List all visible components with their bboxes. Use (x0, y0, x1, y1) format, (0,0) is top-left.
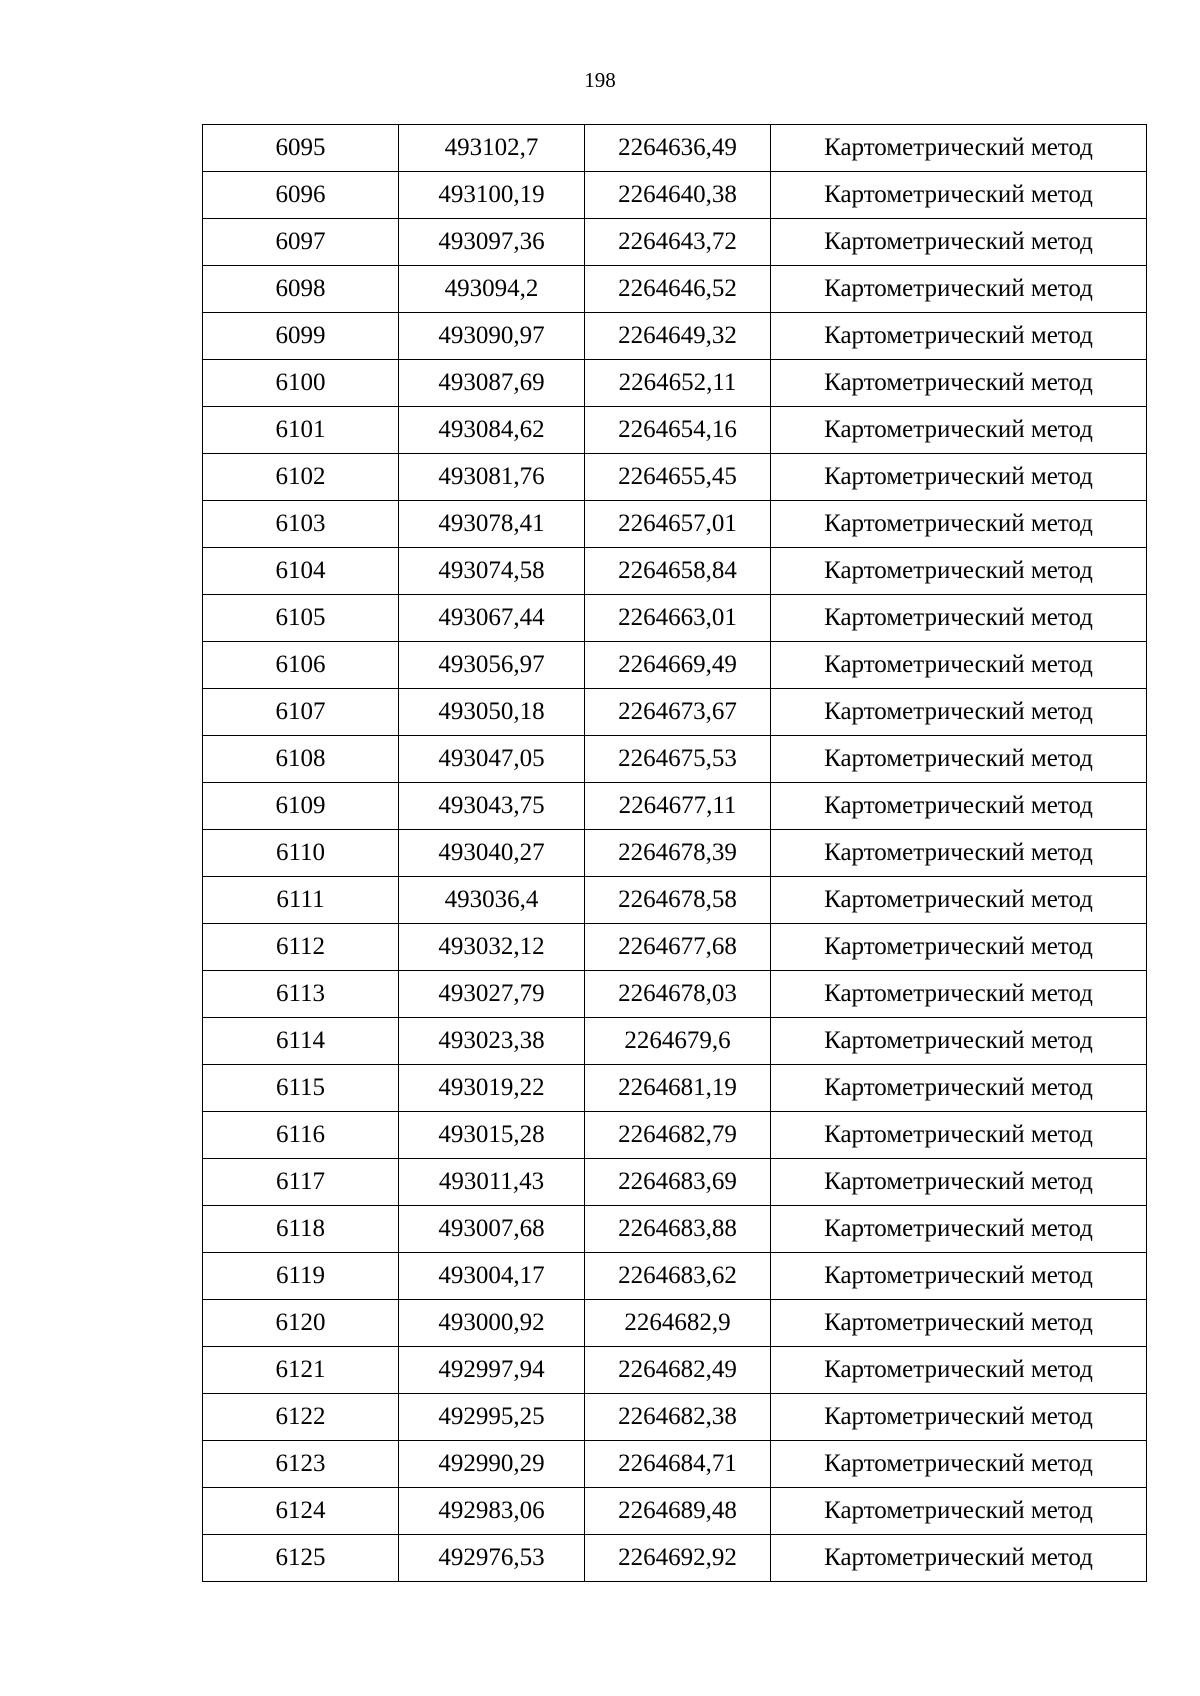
x-coordinate-cell: 492995,25 (399, 1394, 585, 1441)
y-coordinate-cell: 2264692,92 (585, 1535, 771, 1582)
point-number-cell: 6103 (203, 501, 399, 548)
y-coordinate-cell: 2264682,38 (585, 1394, 771, 1441)
y-coordinate-cell: 2264678,03 (585, 971, 771, 1018)
point-number-cell: 6109 (203, 783, 399, 830)
y-coordinate-cell: 2264681,19 (585, 1065, 771, 1112)
point-number-cell: 6106 (203, 642, 399, 689)
table-row (203, 501, 1147, 548)
x-coordinate-cell: 493043,75 (399, 783, 585, 830)
x-coordinate-cell: 493102,7 (399, 125, 585, 172)
x-coordinate-cell: 493074,58 (399, 548, 585, 595)
x-coordinate-cell: 493047,05 (399, 736, 585, 783)
x-coordinate-cell: 493081,76 (399, 454, 585, 501)
point-number-cell: 6113 (203, 971, 399, 1018)
table-row (203, 1112, 1147, 1159)
method-cell: Картометрический метод (771, 1441, 1147, 1488)
point-number-cell: 6112 (203, 924, 399, 971)
point-number-cell: 6117 (203, 1159, 399, 1206)
method-cell: Картометрический метод (771, 1253, 1147, 1300)
method-cell: Картометрический метод (771, 548, 1147, 595)
y-coordinate-cell: 2264682,49 (585, 1347, 771, 1394)
x-coordinate-cell: 493023,38 (399, 1018, 585, 1065)
method-cell: Картометрический метод (771, 830, 1147, 877)
y-coordinate-cell: 2264655,45 (585, 454, 771, 501)
point-number-cell: 6119 (203, 1253, 399, 1300)
method-cell: Картометрический метод (771, 1159, 1147, 1206)
x-coordinate-cell: 492990,29 (399, 1441, 585, 1488)
table-row (203, 1159, 1147, 1206)
point-number-cell: 6111 (203, 877, 399, 924)
table-row (203, 1253, 1147, 1300)
table-row (203, 1441, 1147, 1488)
method-cell: Картометрический метод (771, 783, 1147, 830)
y-coordinate-cell: 2264649,32 (585, 313, 771, 360)
table-row (203, 736, 1147, 783)
point-number-cell: 6116 (203, 1112, 399, 1159)
method-cell: Картометрический метод (771, 407, 1147, 454)
y-coordinate-cell: 2264683,88 (585, 1206, 771, 1253)
y-coordinate-cell: 2264643,72 (585, 219, 771, 266)
table-row (203, 971, 1147, 1018)
y-coordinate-cell: 2264677,68 (585, 924, 771, 971)
y-coordinate-cell: 2264640,38 (585, 172, 771, 219)
point-number-cell: 6096 (203, 172, 399, 219)
table-row (203, 266, 1147, 313)
method-cell: Картометрический метод (771, 501, 1147, 548)
table-row (203, 1018, 1147, 1065)
coordinates-table (202, 124, 1147, 1582)
method-cell: Картометрический метод (771, 736, 1147, 783)
x-coordinate-cell: 492983,06 (399, 1488, 585, 1535)
point-number-cell: 6101 (203, 407, 399, 454)
method-cell: Картометрический метод (771, 1206, 1147, 1253)
x-coordinate-cell: 493067,44 (399, 595, 585, 642)
y-coordinate-cell: 2264679,6 (585, 1018, 771, 1065)
method-cell: Картометрический метод (771, 266, 1147, 313)
x-coordinate-cell: 493032,12 (399, 924, 585, 971)
y-coordinate-cell: 2264675,53 (585, 736, 771, 783)
point-number-cell: 6095 (203, 125, 399, 172)
x-coordinate-cell: 493027,79 (399, 971, 585, 1018)
method-cell: Картометрический метод (771, 1394, 1147, 1441)
method-cell: Картометрический метод (771, 313, 1147, 360)
method-cell: Картометрический метод (771, 1347, 1147, 1394)
x-coordinate-cell: 493078,41 (399, 501, 585, 548)
point-number-cell: 6122 (203, 1394, 399, 1441)
x-coordinate-cell: 493015,28 (399, 1112, 585, 1159)
y-coordinate-cell: 2264678,58 (585, 877, 771, 924)
point-number-cell: 6125 (203, 1535, 399, 1582)
point-number-cell: 6104 (203, 548, 399, 595)
method-cell: Картометрический метод (771, 360, 1147, 407)
y-coordinate-cell: 2264658,84 (585, 548, 771, 595)
method-cell: Картометрический метод (771, 877, 1147, 924)
y-coordinate-cell: 2264663,01 (585, 595, 771, 642)
table-row (203, 454, 1147, 501)
method-cell: Картометрический метод (771, 1535, 1147, 1582)
y-coordinate-cell: 2264652,11 (585, 360, 771, 407)
table-row (203, 1206, 1147, 1253)
y-coordinate-cell: 2264669,49 (585, 642, 771, 689)
x-coordinate-cell: 493004,17 (399, 1253, 585, 1300)
x-coordinate-cell: 493019,22 (399, 1065, 585, 1112)
y-coordinate-cell: 2264683,62 (585, 1253, 771, 1300)
y-coordinate-cell: 2264677,11 (585, 783, 771, 830)
point-number-cell: 6105 (203, 595, 399, 642)
y-coordinate-cell: 2264673,67 (585, 689, 771, 736)
table-row (203, 1488, 1147, 1535)
y-coordinate-cell: 2264682,9 (585, 1300, 771, 1347)
method-cell: Картометрический метод (771, 689, 1147, 736)
x-coordinate-cell: 493040,27 (399, 830, 585, 877)
method-cell: Картометрический метод (771, 1488, 1147, 1535)
point-number-cell: 6097 (203, 219, 399, 266)
method-cell: Картометрический метод (771, 642, 1147, 689)
table-row (203, 1535, 1147, 1582)
y-coordinate-cell: 2264646,52 (585, 266, 771, 313)
method-cell: Картометрический метод (771, 971, 1147, 1018)
point-number-cell: 6098 (203, 266, 399, 313)
point-number-cell: 6124 (203, 1488, 399, 1535)
y-coordinate-cell: 2264683,69 (585, 1159, 771, 1206)
table-row (203, 125, 1147, 172)
x-coordinate-cell: 493050,18 (399, 689, 585, 736)
x-coordinate-cell: 493056,97 (399, 642, 585, 689)
table-row (203, 830, 1147, 877)
x-coordinate-cell: 493000,92 (399, 1300, 585, 1347)
point-number-cell: 6110 (203, 830, 399, 877)
table-row (203, 877, 1147, 924)
method-cell: Картометрический метод (771, 454, 1147, 501)
point-number-cell: 6099 (203, 313, 399, 360)
point-number-cell: 6121 (203, 1347, 399, 1394)
table-row (203, 783, 1147, 830)
point-number-cell: 6120 (203, 1300, 399, 1347)
point-number-cell: 6115 (203, 1065, 399, 1112)
x-coordinate-cell: 493097,36 (399, 219, 585, 266)
x-coordinate-cell: 493011,43 (399, 1159, 585, 1206)
method-cell: Картометрический метод (771, 595, 1147, 642)
method-cell: Картометрический метод (771, 924, 1147, 971)
y-coordinate-cell: 2264654,16 (585, 407, 771, 454)
x-coordinate-cell: 492997,94 (399, 1347, 585, 1394)
table-row (203, 642, 1147, 689)
point-number-cell: 6102 (203, 454, 399, 501)
y-coordinate-cell: 2264657,01 (585, 501, 771, 548)
y-coordinate-cell: 2264684,71 (585, 1441, 771, 1488)
point-number-cell: 6100 (203, 360, 399, 407)
point-number-cell: 6107 (203, 689, 399, 736)
table-row (203, 172, 1147, 219)
method-cell: Картометрический метод (771, 1018, 1147, 1065)
x-coordinate-cell: 493007,68 (399, 1206, 585, 1253)
coordinates-table-body (203, 125, 1147, 1582)
page-number: 198 (584, 68, 616, 92)
y-coordinate-cell: 2264682,79 (585, 1112, 771, 1159)
method-cell: Картометрический метод (771, 125, 1147, 172)
table-row (203, 548, 1147, 595)
point-number-cell: 6118 (203, 1206, 399, 1253)
point-number-cell: 6123 (203, 1441, 399, 1488)
table-row (203, 219, 1147, 266)
table-row (203, 360, 1147, 407)
table-row (203, 924, 1147, 971)
x-coordinate-cell: 493100,19 (399, 172, 585, 219)
x-coordinate-cell: 492976,53 (399, 1535, 585, 1582)
x-coordinate-cell: 493090,97 (399, 313, 585, 360)
table-row (203, 1347, 1147, 1394)
method-cell: Картометрический метод (771, 1112, 1147, 1159)
y-coordinate-cell: 2264678,39 (585, 830, 771, 877)
x-coordinate-cell: 493036,4 (399, 877, 585, 924)
point-number-cell: 6114 (203, 1018, 399, 1065)
y-coordinate-cell: 2264689,48 (585, 1488, 771, 1535)
method-cell: Картометрический метод (771, 219, 1147, 266)
method-cell: Картометрический метод (771, 1065, 1147, 1112)
table-row (203, 407, 1147, 454)
table-row (203, 1300, 1147, 1347)
table-row (203, 689, 1147, 736)
method-cell: Картометрический метод (771, 172, 1147, 219)
y-coordinate-cell: 2264636,49 (585, 125, 771, 172)
x-coordinate-cell: 493087,69 (399, 360, 585, 407)
method-cell: Картометрический метод (771, 1300, 1147, 1347)
x-coordinate-cell: 493094,2 (399, 266, 585, 313)
point-number-cell: 6108 (203, 736, 399, 783)
table-row (203, 595, 1147, 642)
table-row (203, 313, 1147, 360)
table-row (203, 1394, 1147, 1441)
table-row (203, 1065, 1147, 1112)
x-coordinate-cell: 493084,62 (399, 407, 585, 454)
